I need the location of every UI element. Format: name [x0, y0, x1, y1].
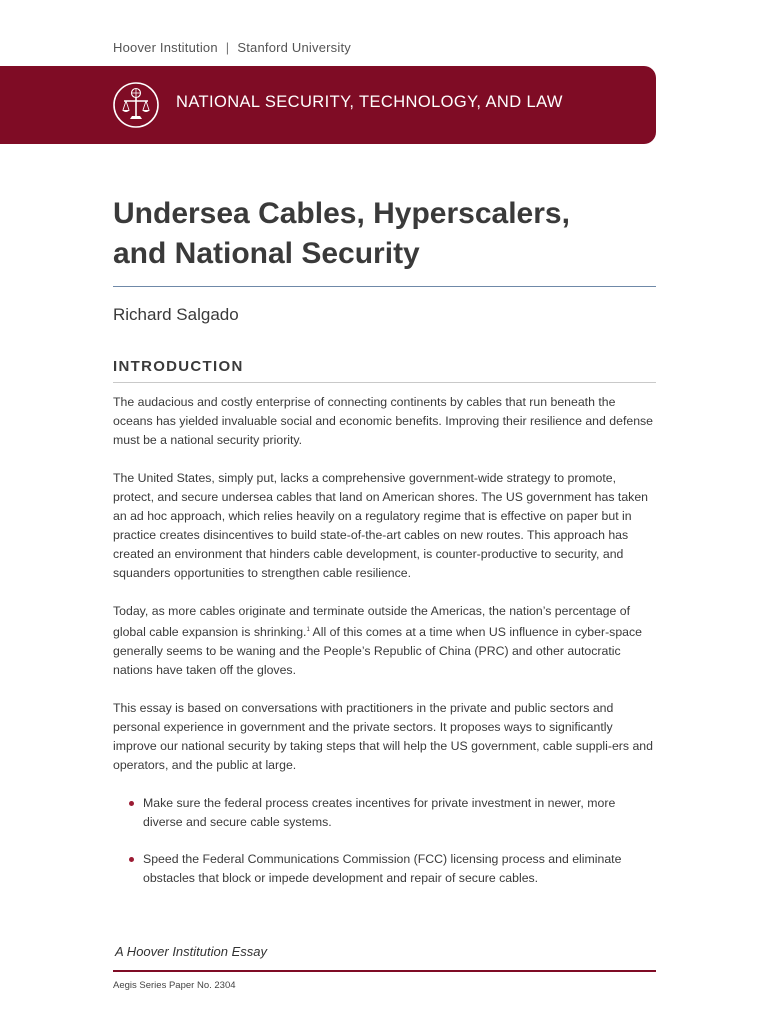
- paragraph-3-text-b: All of this comes at a time when US influence in cyber-space generally seems to be waning and the People’s Republic of China (PRC) and other autocratic nations have taken off the gloves.: [113, 624, 642, 678]
- list-item: [113, 850, 658, 888]
- header-separator: |: [225, 40, 230, 55]
- page-title: [113, 194, 673, 274]
- paragraph-4: This essay is based on conversations with practitioners in the private and public sectors and personal experience in government and the private sectors. It proposes ways to significantly improve our national security by taking steps that will help the US government, cable suppli-ers and operators, and the public at large.: [113, 700, 653, 772]
- program-name: NATIONAL SECURITY, TECHNOLOGY, AND LAW: [176, 93, 563, 111]
- scales-of-justice-globe-icon: [112, 81, 160, 129]
- university-name: Stanford University: [237, 40, 351, 55]
- section-heading: INTRODUCTION: [113, 358, 244, 375]
- title-line-2: and National Security: [113, 237, 420, 270]
- paragraph-3: [113, 602, 658, 680]
- paragraph-1: The audacious and costly enterprise of connecting continents by cables that run beneath the oceans has yielded invaluable social and economic benefits. Improving their resilience and defense must be a national security priority.: [113, 395, 654, 448]
- footer-divider: [113, 970, 656, 972]
- list-item: [113, 794, 658, 832]
- list-item-text: Make sure the federal process creates incentives for private investment in newer, more diverse and secure cable systems.: [143, 795, 616, 829]
- paragraph-2: The United States, simply put, lacks a comprehensive government-wide strategy to promote, protect, and secure undersea cables that land on American shores. The US government has taken an ad hoc approach, which relies heavily on a regulatory regime that is effective on paper but in practice creates disincentives to build state-of-the-art cables on new routes. This approach has created an environment that hinders cable development, is counter-productive to security, and squanders opportunities to strengthen cable resilience.: [113, 470, 649, 581]
- footnote-mark[interactable]: 1: [306, 626, 310, 633]
- author-name: Richard Salgado: [113, 305, 239, 324]
- program-banner: [0, 66, 656, 144]
- title-line-1: Undersea Cables, Hyperscalers,: [113, 197, 570, 230]
- header-line: [113, 40, 351, 55]
- title-divider: [113, 286, 656, 287]
- section-divider: [113, 382, 656, 383]
- recommendation-list: [113, 794, 658, 889]
- series-number: Aegis Series Paper No. 2304: [113, 980, 236, 991]
- essay-type-label: A Hoover Institution Essay: [115, 944, 267, 959]
- paragraph-3-text-a: Today, as more cables originate and terminate outside the Americas, the nation’s percentage of global cable expansion is shrinking.: [113, 603, 631, 639]
- bullet-icon: [129, 801, 134, 806]
- essay-body: [113, 393, 658, 907]
- bullet-icon: [129, 857, 134, 862]
- institution-name: Hoover Institution: [113, 40, 218, 55]
- list-item-text: Speed the Federal Communications Commission (FCC) licensing process and eliminate obstacles that block or impede development and repair of secure cables.: [143, 852, 622, 886]
